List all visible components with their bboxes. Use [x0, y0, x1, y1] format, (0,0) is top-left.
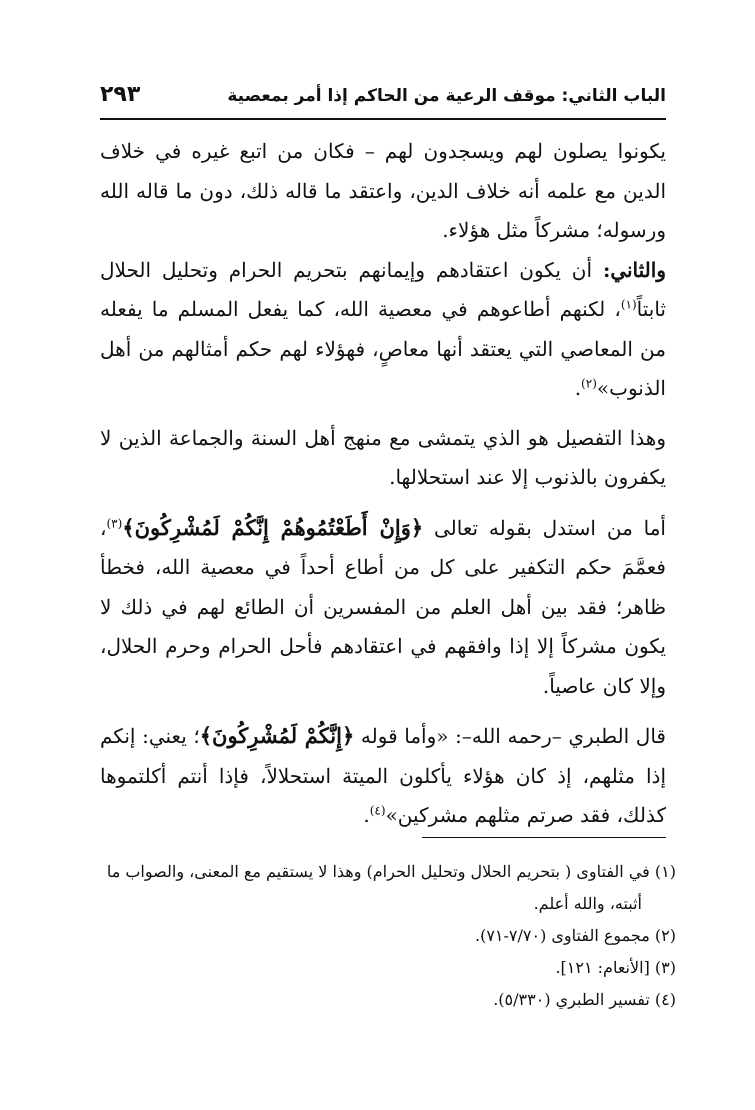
footnote-2: (٢) مجموع الفتاوى (٧/٧٠-٧١). [474, 926, 676, 945]
quran-verse-1: ﴿وَإِنْ أَطَعْتُمُوهُمْ إِنَّكُمْ لَمُشْرِكُونَ﴾ [122, 514, 424, 540]
running-header [100, 82, 666, 116]
paragraph-3: وهذا التفصيل هو الذي يتمشى مع منهج أهل السنة والجماعة الذين لا يكفرون بالذنوب إلا عند استحلالها. [100, 425, 666, 489]
footnote-ref-3: (٣) [106, 515, 123, 530]
chapter-title: الباب الثاني: موقف الرعية من الحاكم إذا أمر بمعصية [227, 86, 666, 106]
footnote-ref-4: (٤) [369, 803, 386, 818]
header-rule [100, 118, 666, 120]
paragraph-4-text-b: ، فعمَّمَ حكم التكفير على كل من أطاع أحداً في معصية الله، فخطأ ظاهر؛ فقد بين أهل العلم من المفسرين أن الطائع لهم في ذلك لا يكون مشركاً إلا إذا وافقهم في اعتقادهم فأحل الحرام وحرم الحلال، وإلا كان عاصياً. [100, 515, 666, 698]
paragraph-4-text-a: أما من استدل بقوله تعالى [423, 515, 666, 540]
page-number: ٢٩٣ [100, 82, 141, 107]
paragraph-2-text-b: ، لكنهم أطاعوهم في معصية الله، كما يفعل المسلم ما يفعله من المعاصي التي يعتقد أنها معاصٍ، فهؤلاء لهم حكم أمثالهم من أهل الذنوب» [100, 297, 666, 400]
paragraph-5-text-a: قال الطبري –رحمه الله–: «وأما قوله [354, 724, 666, 748]
footnote-4: (٤) تفسير الطبري (٥/٣٣٠). [493, 990, 676, 1009]
footnote-1-line-1: (١) في الفتاوى ( بتحريم الحلال وتحليل الحرام) وهذا لا يستقيم مع المعنى، والصواب ما [106, 862, 676, 881]
footnote-ref-2: (٢) [581, 376, 597, 391]
paragraph-2-lead: والثاني: [602, 257, 666, 282]
paragraph-2-end: . [574, 376, 582, 400]
paragraph-5 [100, 716, 666, 836]
quran-verse-2: ﴿إِنَّكُمْ لَمُشْرِكُونَ﴾ [199, 723, 355, 748]
paragraph-2 [100, 251, 666, 409]
paragraph-1: يكونوا يصلون لهم ويسجدون لهم – فكان من اتبع غيره في خلاف الدين مع علمه أنه خلاف الدين، واعتقد ما قاله ذلك، دون ما قاله الله ورسوله؛ مشركاً مثل هؤلاء. [100, 139, 666, 242]
footnote-ref-1: (١) [620, 297, 637, 312]
paragraph-2-text-a: أن يكون اعتقادهم وإيمانهم بتحريم الحرام وتحليل الحلال ثابتاً [100, 257, 666, 321]
footnote-3: (٣) [الأنعام: ١٢١]. [555, 958, 676, 977]
footnote-separator [422, 837, 666, 838]
paragraph-5-end: . [363, 803, 370, 827]
paragraph-4 [100, 508, 666, 707]
main-text [100, 132, 666, 836]
footnotes [100, 856, 676, 1016]
footnote-1-line-2: أثبته، والله أعلم. [533, 894, 642, 913]
paragraph-5-text-b: ؛ يعني: إنكم إذا مثلهم، إذ كان هؤلاء يأكلون الميتة استحلالاً، فإذا أنتم أكلتموها كذلك، فقد صرتم مثلهم مشركين» [100, 724, 666, 827]
